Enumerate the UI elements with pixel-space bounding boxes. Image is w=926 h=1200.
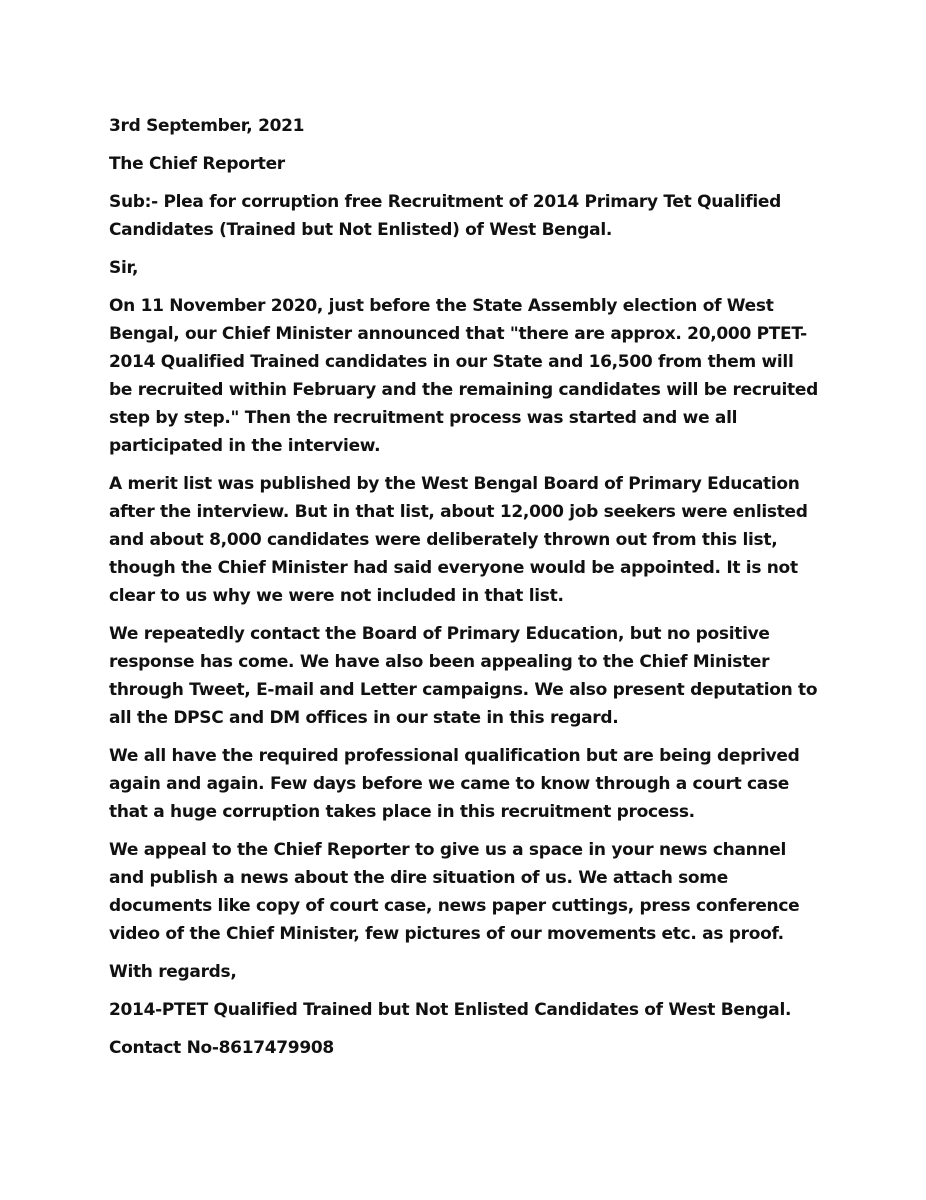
letter-recipient: The Chief Reporter [109,154,285,174]
letter-subject: Sub:- Plea for corruption free Recruitment of 2014 Primary Tet Qualified Candidates (Trained but Not Enlisted) of West Bengal. [109,192,781,240]
letter-signature: 2014-PTET Qualified Trained but Not Enlisted Candidates of West Bengal. [109,1000,792,1020]
letter-paragraph: On 11 November 2020, just before the State Assembly election of West Bengal, our Chief Minister announced that "there are approx. 20,000 PTET-2014 Qualified Trained candidates in our State and 16,500 from them will be recruited within February and the remaining candidates will be recruited step by step." Then the recruitment process was started and we all participated in the interview. [109,296,818,456]
letter-date: 3rd September, 2021 [109,116,305,136]
letter-body [109,112,819,1072]
letter-paragraph: We repeatedly contact the Board of Primary Education, but no positive response has come. We have also been appealing to the Chief Minister through Tweet, E-mail and Letter campaigns. We also present deputation to all the DPSC and DM offices in our state in this regard. [109,624,818,728]
letter-paragraph: A merit list was published by the West Bengal Board of Primary Education after the interview. But in that list, about 12,000 job seekers were enlisted and about 8,000 candidates were deliberately thrown out from this list, though the Chief Minister had said everyone would be appointed. It is not clear to us why we were not included in that list. [109,474,808,606]
letter-contact: Contact No-8617479908 [109,1038,334,1058]
letter-paragraph: We all have the required professional qualification but are being deprived again and again. Few days before we came to know through a court case that a huge corruption takes place in this recruitment process. [109,746,800,822]
letter-closing: With regards, [109,962,237,982]
letter-salutation: Sir, [109,258,139,278]
letter-paragraph: We appeal to the Chief Reporter to give us a space in your news channel and publish a news about the dire situation of us. We attach some documents like copy of court case, news paper cuttings, press conference video of the Chief Minister, few pictures of our movements etc. as proof. [109,840,800,944]
